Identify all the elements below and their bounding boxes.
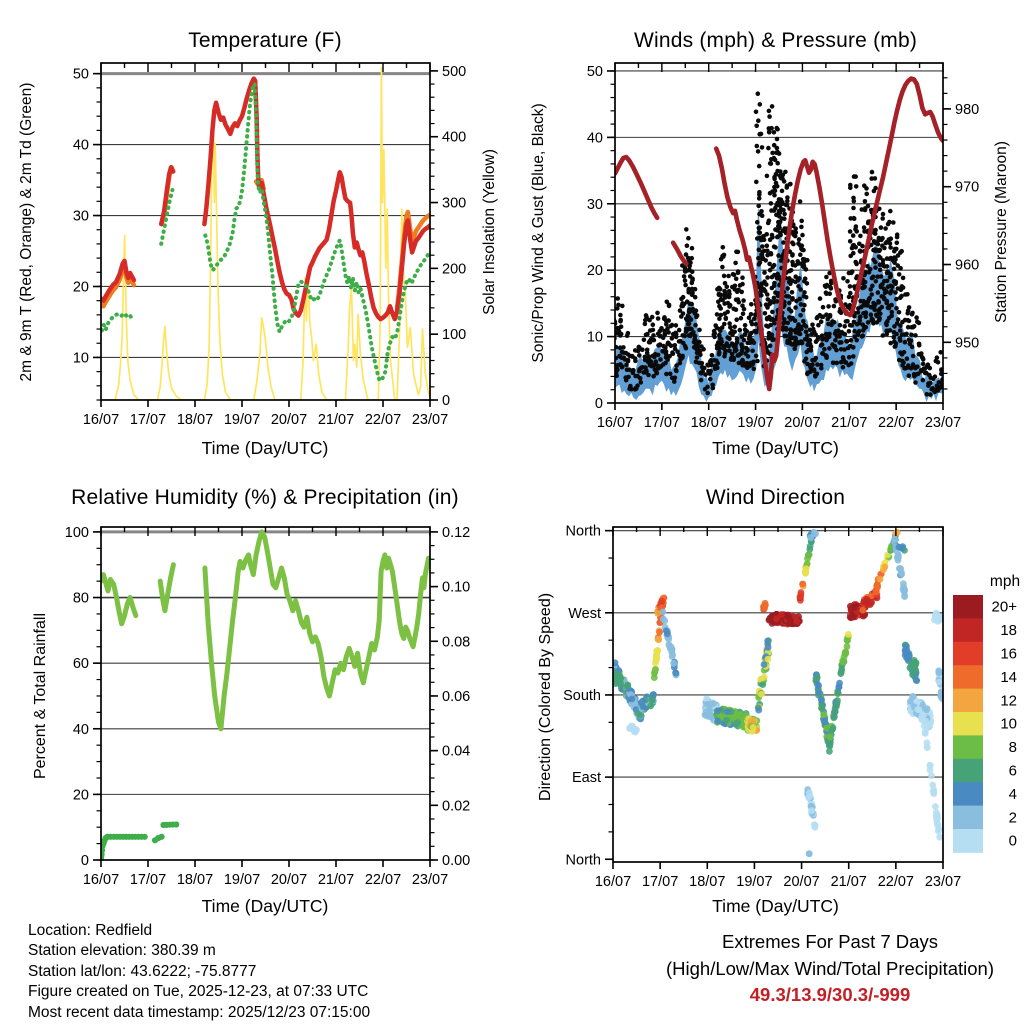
svg-text:21/07: 21/07	[830, 874, 867, 890]
solar-insolation	[101, 68, 430, 400]
winds-x-axis-label: Time (Day/UTC)	[712, 438, 839, 458]
svg-text:North: North	[565, 852, 601, 869]
svg-text:mph: mph	[989, 573, 1021, 590]
svg-text:8: 8	[1008, 739, 1017, 757]
svg-text:19/07: 19/07	[736, 874, 773, 890]
svg-text:20: 20	[72, 279, 89, 296]
svg-text:10: 10	[1000, 715, 1017, 733]
station-pressure-axis-label: Station Pressure (Maroon)	[993, 141, 1010, 323]
svg-text:16: 16	[1000, 645, 1017, 663]
wind-direction-plot-canvas	[512, 470, 1024, 930]
svg-text:19/07: 19/07	[737, 415, 774, 431]
wind-gust-axis-label: Sonic/Prop Wind & Gust (Blue, Black)	[530, 103, 547, 363]
svg-text:50: 50	[72, 66, 89, 83]
svg-text:22/07: 22/07	[364, 872, 402, 888]
winds-pressure-panel-title: Winds (mph) & Pressure (mb)	[633, 29, 918, 52]
svg-text:0.04: 0.04	[442, 743, 471, 760]
svg-text:16/07: 16/07	[596, 415, 634, 431]
svg-text:South: South	[563, 687, 601, 704]
svg-text:18/07: 18/07	[689, 874, 726, 890]
humidity-x-axis-label: Time (Day/UTC)	[201, 896, 329, 916]
svg-text:0.10: 0.10	[442, 579, 471, 596]
svg-text:80: 80	[72, 590, 89, 607]
humidity-precip-panel-title: Relative Humidity (%) & Precipitation (in)	[71, 486, 459, 509]
speed-legend	[953, 573, 1020, 853]
elevation-line: Station elevation: 380.39 m	[28, 942, 216, 960]
svg-text:21/07: 21/07	[831, 415, 868, 431]
figure-created-line: Figure created on Tue, 2025-12-23, at 07:33 UTC	[28, 983, 369, 1001]
humidity-precip-plot-canvas	[0, 470, 512, 930]
svg-text:22/07: 22/07	[877, 415, 915, 431]
svg-text:200: 200	[442, 261, 467, 278]
relative-humidity	[101, 532, 430, 729]
svg-text:10: 10	[586, 329, 603, 346]
svg-text:18/07: 18/07	[176, 872, 214, 888]
svg-text:21/07: 21/07	[317, 412, 355, 428]
svg-text:16/07: 16/07	[82, 412, 120, 428]
svg-text:0.06: 0.06	[442, 688, 471, 705]
svg-text:0.02: 0.02	[442, 798, 471, 815]
svg-text:22/07: 22/07	[877, 874, 915, 890]
gridlines	[613, 531, 943, 777]
location-line: Location: Redfield	[28, 922, 153, 939]
svg-text:300: 300	[442, 195, 467, 212]
svg-text:0: 0	[1008, 832, 1017, 850]
svg-text:North: North	[565, 523, 601, 540]
svg-text:30: 30	[586, 196, 603, 213]
svg-text:6: 6	[1008, 762, 1017, 780]
direction-axis-label: Direction (Colored By Speed)	[537, 592, 554, 802]
svg-text:23/07: 23/07	[411, 872, 449, 888]
svg-text:40: 40	[72, 721, 89, 738]
svg-text:23/07: 23/07	[924, 415, 962, 431]
svg-text:20/07: 20/07	[270, 872, 308, 888]
svg-text:0: 0	[442, 393, 451, 409]
svg-text:West: West	[568, 605, 601, 622]
svg-text:0.00: 0.00	[442, 853, 471, 869]
svg-text:14: 14	[1000, 668, 1017, 686]
svg-text:17/07: 17/07	[641, 874, 679, 890]
svg-text:0: 0	[594, 396, 603, 412]
svg-text:18: 18	[1000, 622, 1017, 640]
wind-direction-x-axis-label: Time (Day/UTC)	[712, 896, 839, 916]
axes-frame	[65, 525, 470, 888]
svg-text:2: 2	[1008, 809, 1017, 827]
svg-text:960: 960	[955, 257, 980, 274]
wind-direction-panel-title: Wind Direction	[705, 486, 846, 509]
temperature-panel-title: Temperature (F)	[188, 29, 342, 52]
latlon-line: Station lat/lon: 43.6222; -75.8777	[28, 962, 257, 980]
station-metadata-block	[28, 921, 370, 1023]
svg-text:0.12: 0.12	[442, 524, 471, 541]
winds-pressure-plot-canvas	[512, 0, 1024, 468]
svg-text:20: 20	[586, 263, 603, 280]
svg-text:30: 30	[72, 208, 89, 225]
svg-text:970: 970	[955, 179, 980, 196]
svg-text:18/07: 18/07	[690, 415, 727, 431]
percent-rainfall-axis-label: Percent & Total Rainfall	[32, 612, 49, 780]
extremes-subtitle: (High/Low/Max Wind/Total Precipitation)	[666, 957, 994, 979]
svg-text:23/07: 23/07	[411, 412, 449, 428]
svg-text:40: 40	[586, 130, 603, 147]
svg-text:500: 500	[442, 63, 467, 80]
svg-text:East: East	[571, 770, 601, 787]
svg-text:20/07: 20/07	[270, 412, 308, 428]
svg-text:0.08: 0.08	[442, 634, 471, 651]
data-timestamp-line: Most recent data timestamp: 2025/12/23 07:15:00	[28, 1003, 371, 1021]
svg-text:17/07: 17/07	[129, 872, 167, 888]
temperature-left-axis-label: 2m & 9m T (Red, Orange) & 2m Td (Green)	[18, 82, 35, 382]
svg-text:16/07: 16/07	[82, 872, 120, 888]
total-rainfall	[98, 821, 179, 862]
svg-text:20/07: 20/07	[784, 415, 821, 431]
wind-direction-dots	[611, 529, 946, 857]
svg-text:19/07: 19/07	[223, 412, 261, 428]
svg-text:50: 50	[586, 63, 603, 80]
svg-text:950: 950	[955, 335, 980, 352]
svg-text:20+: 20+	[991, 598, 1017, 616]
svg-text:18/07: 18/07	[176, 412, 214, 428]
temperature-plot-canvas	[0, 0, 512, 468]
svg-text:12: 12	[1000, 692, 1017, 710]
svg-text:0: 0	[80, 853, 89, 869]
svg-text:20: 20	[72, 787, 89, 804]
svg-text:980: 980	[955, 101, 980, 118]
temperature-x-axis-label: Time (Day/UTC)	[201, 438, 329, 458]
svg-text:23/07: 23/07	[924, 874, 962, 890]
svg-text:19/07: 19/07	[223, 872, 261, 888]
svg-text:60: 60	[72, 656, 89, 673]
svg-text:16/07: 16/07	[594, 874, 632, 890]
extremes-title: Extremes For Past 7 Days	[722, 931, 938, 952]
svg-text:10: 10	[72, 350, 89, 367]
svg-text:100: 100	[64, 524, 89, 541]
svg-text:20/07: 20/07	[783, 874, 820, 890]
solar-insolation-axis-label: Solar Insolation (Yellow)	[481, 149, 498, 315]
svg-text:17/07: 17/07	[129, 412, 167, 428]
svg-text:40: 40	[72, 137, 89, 154]
svg-text:21/07: 21/07	[317, 872, 355, 888]
extremes-values: 49.3/13.9/30.3/-999	[749, 984, 911, 1005]
svg-text:17/07: 17/07	[643, 415, 681, 431]
svg-text:100: 100	[442, 327, 467, 344]
svg-text:22/07: 22/07	[364, 412, 402, 428]
extremes-block	[610, 929, 1024, 1009]
svg-text:4: 4	[1008, 785, 1017, 803]
svg-text:400: 400	[442, 129, 467, 146]
